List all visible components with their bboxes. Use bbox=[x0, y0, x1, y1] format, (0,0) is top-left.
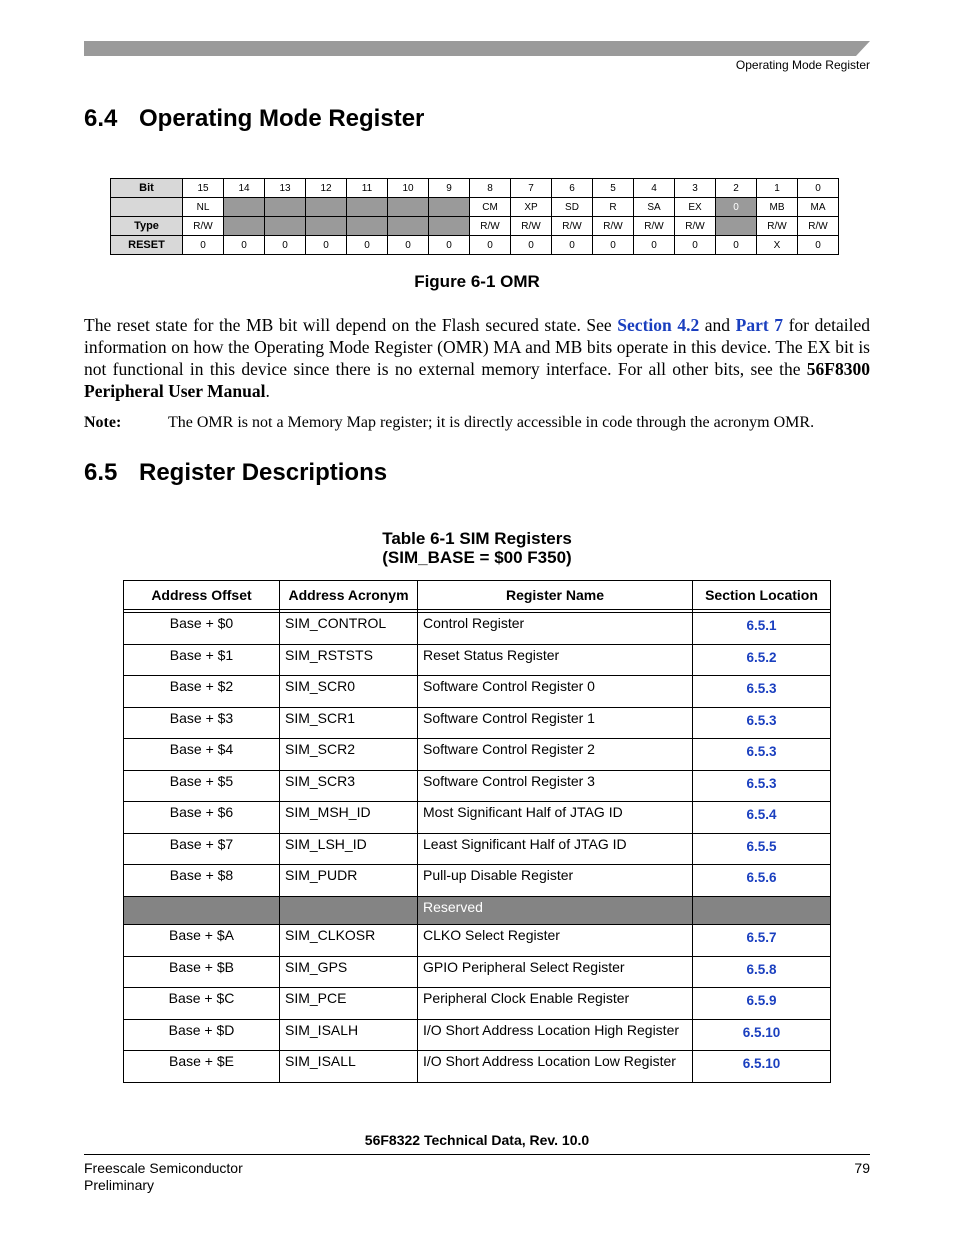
column-header: Section Location bbox=[693, 581, 831, 610]
cell-offset: Base + $4 bbox=[124, 739, 280, 771]
bit-3-type-cell: R/W bbox=[675, 217, 716, 236]
section-link[interactable]: 6.5.2 bbox=[693, 644, 831, 676]
bit-reset-row: RESET 0 0 0 0 0 0 0 0 0 0 0 0 0 0 X 0 bbox=[111, 236, 839, 255]
bit-8-name-cell: CM bbox=[470, 198, 511, 217]
cell-offset: Base + $2 bbox=[124, 676, 280, 708]
table-row bbox=[124, 802, 831, 834]
bit-12-type-cell bbox=[306, 217, 347, 236]
bit-7-name-cell: XP bbox=[511, 198, 552, 217]
footer-doc-title: 56F8322 Technical Data, Rev. 10.0 bbox=[364, 1132, 590, 1148]
cell-offset: Base + $7 bbox=[124, 833, 280, 865]
table-row bbox=[124, 925, 831, 957]
cell-acronym: SIM_SCR1 bbox=[280, 707, 418, 739]
bit-14-type-cell bbox=[224, 217, 265, 236]
bit-2-reset-cell: 0 bbox=[716, 236, 757, 255]
table-row bbox=[124, 676, 831, 708]
bit-9-type-cell bbox=[429, 217, 470, 236]
bit-9-reset-cell: 0 bbox=[429, 236, 470, 255]
cell-name: Software Control Register 3 bbox=[418, 770, 693, 802]
bit-15-name-cell: NL bbox=[183, 198, 224, 217]
bit-13-type-cell bbox=[265, 217, 306, 236]
column-header: Register Name bbox=[418, 581, 693, 610]
cell-name: Reset Status Register bbox=[418, 644, 693, 676]
note: Note: The OMR is not a Memory Map register; it is directly accessible in code through the acronym OMR. bbox=[84, 414, 815, 431]
column-header: Address Acronym bbox=[280, 581, 418, 610]
cell-acronym: SIM_PCE bbox=[280, 988, 418, 1020]
bit-5-name-cell: R bbox=[593, 198, 634, 217]
cell-name: Software Control Register 1 bbox=[418, 707, 693, 739]
bit-14-name-cell bbox=[224, 198, 265, 217]
bit-1-bit-cell: 1 bbox=[757, 179, 798, 198]
table-row bbox=[124, 1051, 831, 1083]
cell-name: GPIO Peripheral Select Register bbox=[418, 956, 693, 988]
table-row bbox=[124, 988, 831, 1020]
cell-name: Most Significant Half of JTAG ID bbox=[418, 802, 693, 834]
cell-name: Least Significant Half of JTAG ID bbox=[418, 833, 693, 865]
bit-8-type-cell: R/W bbox=[470, 217, 511, 236]
section-link[interactable]: 6.5.5 bbox=[693, 833, 831, 865]
bit-6-name-cell: SD bbox=[552, 198, 593, 217]
bit-0-bit-cell: 0 bbox=[798, 179, 839, 198]
bit-6-type-cell: R/W bbox=[552, 217, 593, 236]
table-row bbox=[124, 707, 831, 739]
bit-15-type-cell: R/W bbox=[183, 217, 224, 236]
section-link[interactable]: 6.5.8 bbox=[693, 956, 831, 988]
section-4-2-link[interactable]: Section 4.2 bbox=[617, 315, 700, 335]
cell-acronym: SIM_GPS bbox=[280, 956, 418, 988]
cell-acronym: SIM_SCR2 bbox=[280, 739, 418, 771]
bit-1-reset-cell: X bbox=[757, 236, 798, 255]
bit-0-type-cell: R/W bbox=[798, 217, 839, 236]
bit-15-reset-cell: 0 bbox=[183, 236, 224, 255]
bit-10-reset-cell: 0 bbox=[388, 236, 429, 255]
bit-9-bit-cell: 9 bbox=[429, 179, 470, 198]
bit-6-reset-cell: 0 bbox=[552, 236, 593, 255]
cell-name: Control Register bbox=[418, 613, 693, 645]
bit-12-reset-cell: 0 bbox=[306, 236, 347, 255]
cell-acronym: SIM_PUDR bbox=[280, 865, 418, 897]
cell-offset: Base + $0 bbox=[124, 613, 280, 645]
cell-offset: Base + $5 bbox=[124, 770, 280, 802]
bit-11-reset-cell: 0 bbox=[347, 236, 388, 255]
table-row bbox=[124, 770, 831, 802]
table-row bbox=[124, 833, 831, 865]
cell-offset: Base + $1 bbox=[124, 644, 280, 676]
section-link[interactable]: 6.5.1 bbox=[693, 613, 831, 645]
cell-offset: Base + $E bbox=[124, 1051, 280, 1083]
bit-8-bit-cell: 8 bbox=[470, 179, 511, 198]
cell-offset: Base + $B bbox=[124, 956, 280, 988]
table-row bbox=[124, 956, 831, 988]
cell-offset: Base + $A bbox=[124, 925, 280, 957]
bit-13-name-cell bbox=[265, 198, 306, 217]
section-link[interactable]: 6.5.3 bbox=[693, 707, 831, 739]
cell-name: Peripheral Clock Enable Register bbox=[418, 988, 693, 1020]
bit-0-reset-cell: 0 bbox=[798, 236, 839, 255]
bit-5-reset-cell: 0 bbox=[593, 236, 634, 255]
bit-1-name-cell: MB bbox=[757, 198, 798, 217]
header-bar bbox=[84, 41, 870, 56]
cell-acronym: SIM_CLKOSR bbox=[280, 925, 418, 957]
sim-registers-table bbox=[123, 580, 831, 1083]
cell-acronym: SIM_RSTSTS bbox=[280, 644, 418, 676]
bit-14-reset-cell: 0 bbox=[224, 236, 265, 255]
section-link[interactable]: 6.5.7 bbox=[693, 925, 831, 957]
cell-offset: Base + $D bbox=[124, 1019, 280, 1051]
cell-name: I/O Short Address Location High Register bbox=[418, 1019, 693, 1051]
bit-3-reset-cell: 0 bbox=[675, 236, 716, 255]
bit-10-name-cell bbox=[388, 198, 429, 217]
footer-left: Freescale Semiconductor Preliminary bbox=[84, 1160, 243, 1193]
cell-acronym: SIM_MSH_ID bbox=[280, 802, 418, 834]
bit-8-reset-cell: 0 bbox=[470, 236, 511, 255]
bit-10-type-cell bbox=[388, 217, 429, 236]
section-link[interactable]: 6.5.3 bbox=[693, 770, 831, 802]
bit-9-name-cell bbox=[429, 198, 470, 217]
table-row bbox=[124, 1019, 831, 1051]
bit-2-name-cell: 0 bbox=[716, 198, 757, 217]
cell-offset: Base + $3 bbox=[124, 707, 280, 739]
bit-6-bit-cell: 6 bbox=[552, 179, 593, 198]
bit-14-bit-cell: 14 bbox=[224, 179, 265, 198]
section-link[interactable]: 6.5.10 bbox=[693, 1051, 831, 1083]
table-caption: Table 6-1 SIM Registers (SIM_BASE = $00 F350) bbox=[382, 529, 572, 567]
cell-offset: Base + $6 bbox=[124, 802, 280, 834]
bit-13-reset-cell: 0 bbox=[265, 236, 306, 255]
bit-7-bit-cell: 7 bbox=[511, 179, 552, 198]
table-row bbox=[124, 739, 831, 771]
reserved-row bbox=[124, 896, 831, 925]
table-row bbox=[124, 613, 831, 645]
table-row bbox=[124, 865, 831, 897]
section-link[interactable]: 6.5.3 bbox=[693, 739, 831, 771]
cell-offset: Base + $C bbox=[124, 988, 280, 1020]
cell-name: Software Control Register 2 bbox=[418, 739, 693, 771]
page-number: 79 bbox=[854, 1160, 870, 1176]
bit-7-reset-cell: 0 bbox=[511, 236, 552, 255]
bit-11-type-cell bbox=[347, 217, 388, 236]
bit-15-bit-cell: 15 bbox=[183, 179, 224, 198]
bit-type-row: Type R/W R/W R/W R/W R/W R/W R/W R/W R/W bbox=[111, 217, 839, 236]
section-link[interactable]: 6.5.6 bbox=[693, 865, 831, 897]
footer-divider bbox=[84, 1154, 870, 1155]
bit-4-reset-cell: 0 bbox=[634, 236, 675, 255]
bit-4-type-cell: R/W bbox=[634, 217, 675, 236]
part-7-link[interactable]: Part 7 bbox=[735, 315, 784, 335]
cell-offset: Base + $8 bbox=[124, 865, 280, 897]
bit-11-name-cell bbox=[347, 198, 388, 217]
cell-offset bbox=[124, 896, 280, 925]
omr-bit-table bbox=[110, 178, 839, 255]
section-link[interactable]: 6.5.10 bbox=[693, 1019, 831, 1051]
cell-acronym: SIM_ISALL bbox=[280, 1051, 418, 1083]
bit-1-type-cell: R/W bbox=[757, 217, 798, 236]
cell-acronym: SIM_LSH_ID bbox=[280, 833, 418, 865]
cell-name: CLKO Select Register bbox=[418, 925, 693, 957]
bit-4-bit-cell: 4 bbox=[634, 179, 675, 198]
cell-acronym bbox=[280, 896, 418, 925]
cell-acronym: SIM_SCR3 bbox=[280, 770, 418, 802]
cell-name: Reserved bbox=[418, 896, 693, 925]
column-header: Address Offset bbox=[124, 581, 280, 610]
section-link[interactable]: 6.5.9 bbox=[693, 988, 831, 1020]
bit-12-name-cell bbox=[306, 198, 347, 217]
cell-name: Pull-up Disable Register bbox=[418, 865, 693, 897]
section-heading-6-5: 6.5 Register Descriptions bbox=[84, 459, 388, 486]
bit-3-name-cell: EX bbox=[675, 198, 716, 217]
bit-0-name-cell: MA bbox=[798, 198, 839, 217]
cell-acronym: SIM_ISALH bbox=[280, 1019, 418, 1051]
section-link[interactable]: 6.5.3 bbox=[693, 676, 831, 708]
table-row bbox=[124, 644, 831, 676]
figure-caption: Figure 6-1 OMR bbox=[414, 272, 540, 291]
bit-13-bit-cell: 13 bbox=[265, 179, 306, 198]
cell-acronym: SIM_CONTROL bbox=[280, 613, 418, 645]
bit-4-name-cell: SA bbox=[634, 198, 675, 217]
bit-3-bit-cell: 3 bbox=[675, 179, 716, 198]
cell-name: Software Control Register 0 bbox=[418, 676, 693, 708]
section-link bbox=[693, 896, 831, 925]
body-paragraph: The reset state for the MB bit will depend on the Flash secured state. See Section 4.2 and Part 7 for detailed information on how the Operating Mode Register (OMR) MA and MB bits operate in this device. The EX bit is not functional in this device since there is no external memory interface. For all other bits, see the 56F8300 Peripheral User Manual. bbox=[84, 315, 870, 401]
bit-number-row: Bit 15 14 13 12 11 10 9 8 7 6 5 4 3 2 1 0 bbox=[111, 179, 839, 198]
bit-12-bit-cell: 12 bbox=[306, 179, 347, 198]
section-heading-6-4: 6.4 Operating Mode Register bbox=[84, 105, 425, 132]
bit-5-bit-cell: 5 bbox=[593, 179, 634, 198]
bit-7-type-cell: R/W bbox=[511, 217, 552, 236]
bit-2-bit-cell: 2 bbox=[716, 179, 757, 198]
cell-name: I/O Short Address Location Low Register bbox=[418, 1051, 693, 1083]
bit-11-bit-cell: 11 bbox=[347, 179, 388, 198]
section-link[interactable]: 6.5.4 bbox=[693, 802, 831, 834]
running-header: Operating Mode Register bbox=[735, 58, 870, 72]
cell-acronym: SIM_SCR0 bbox=[280, 676, 418, 708]
bit-10-bit-cell: 10 bbox=[388, 179, 429, 198]
bit-2-type-cell bbox=[716, 217, 757, 236]
bit-name-row bbox=[111, 198, 839, 217]
bit-5-type-cell: R/W bbox=[593, 217, 634, 236]
